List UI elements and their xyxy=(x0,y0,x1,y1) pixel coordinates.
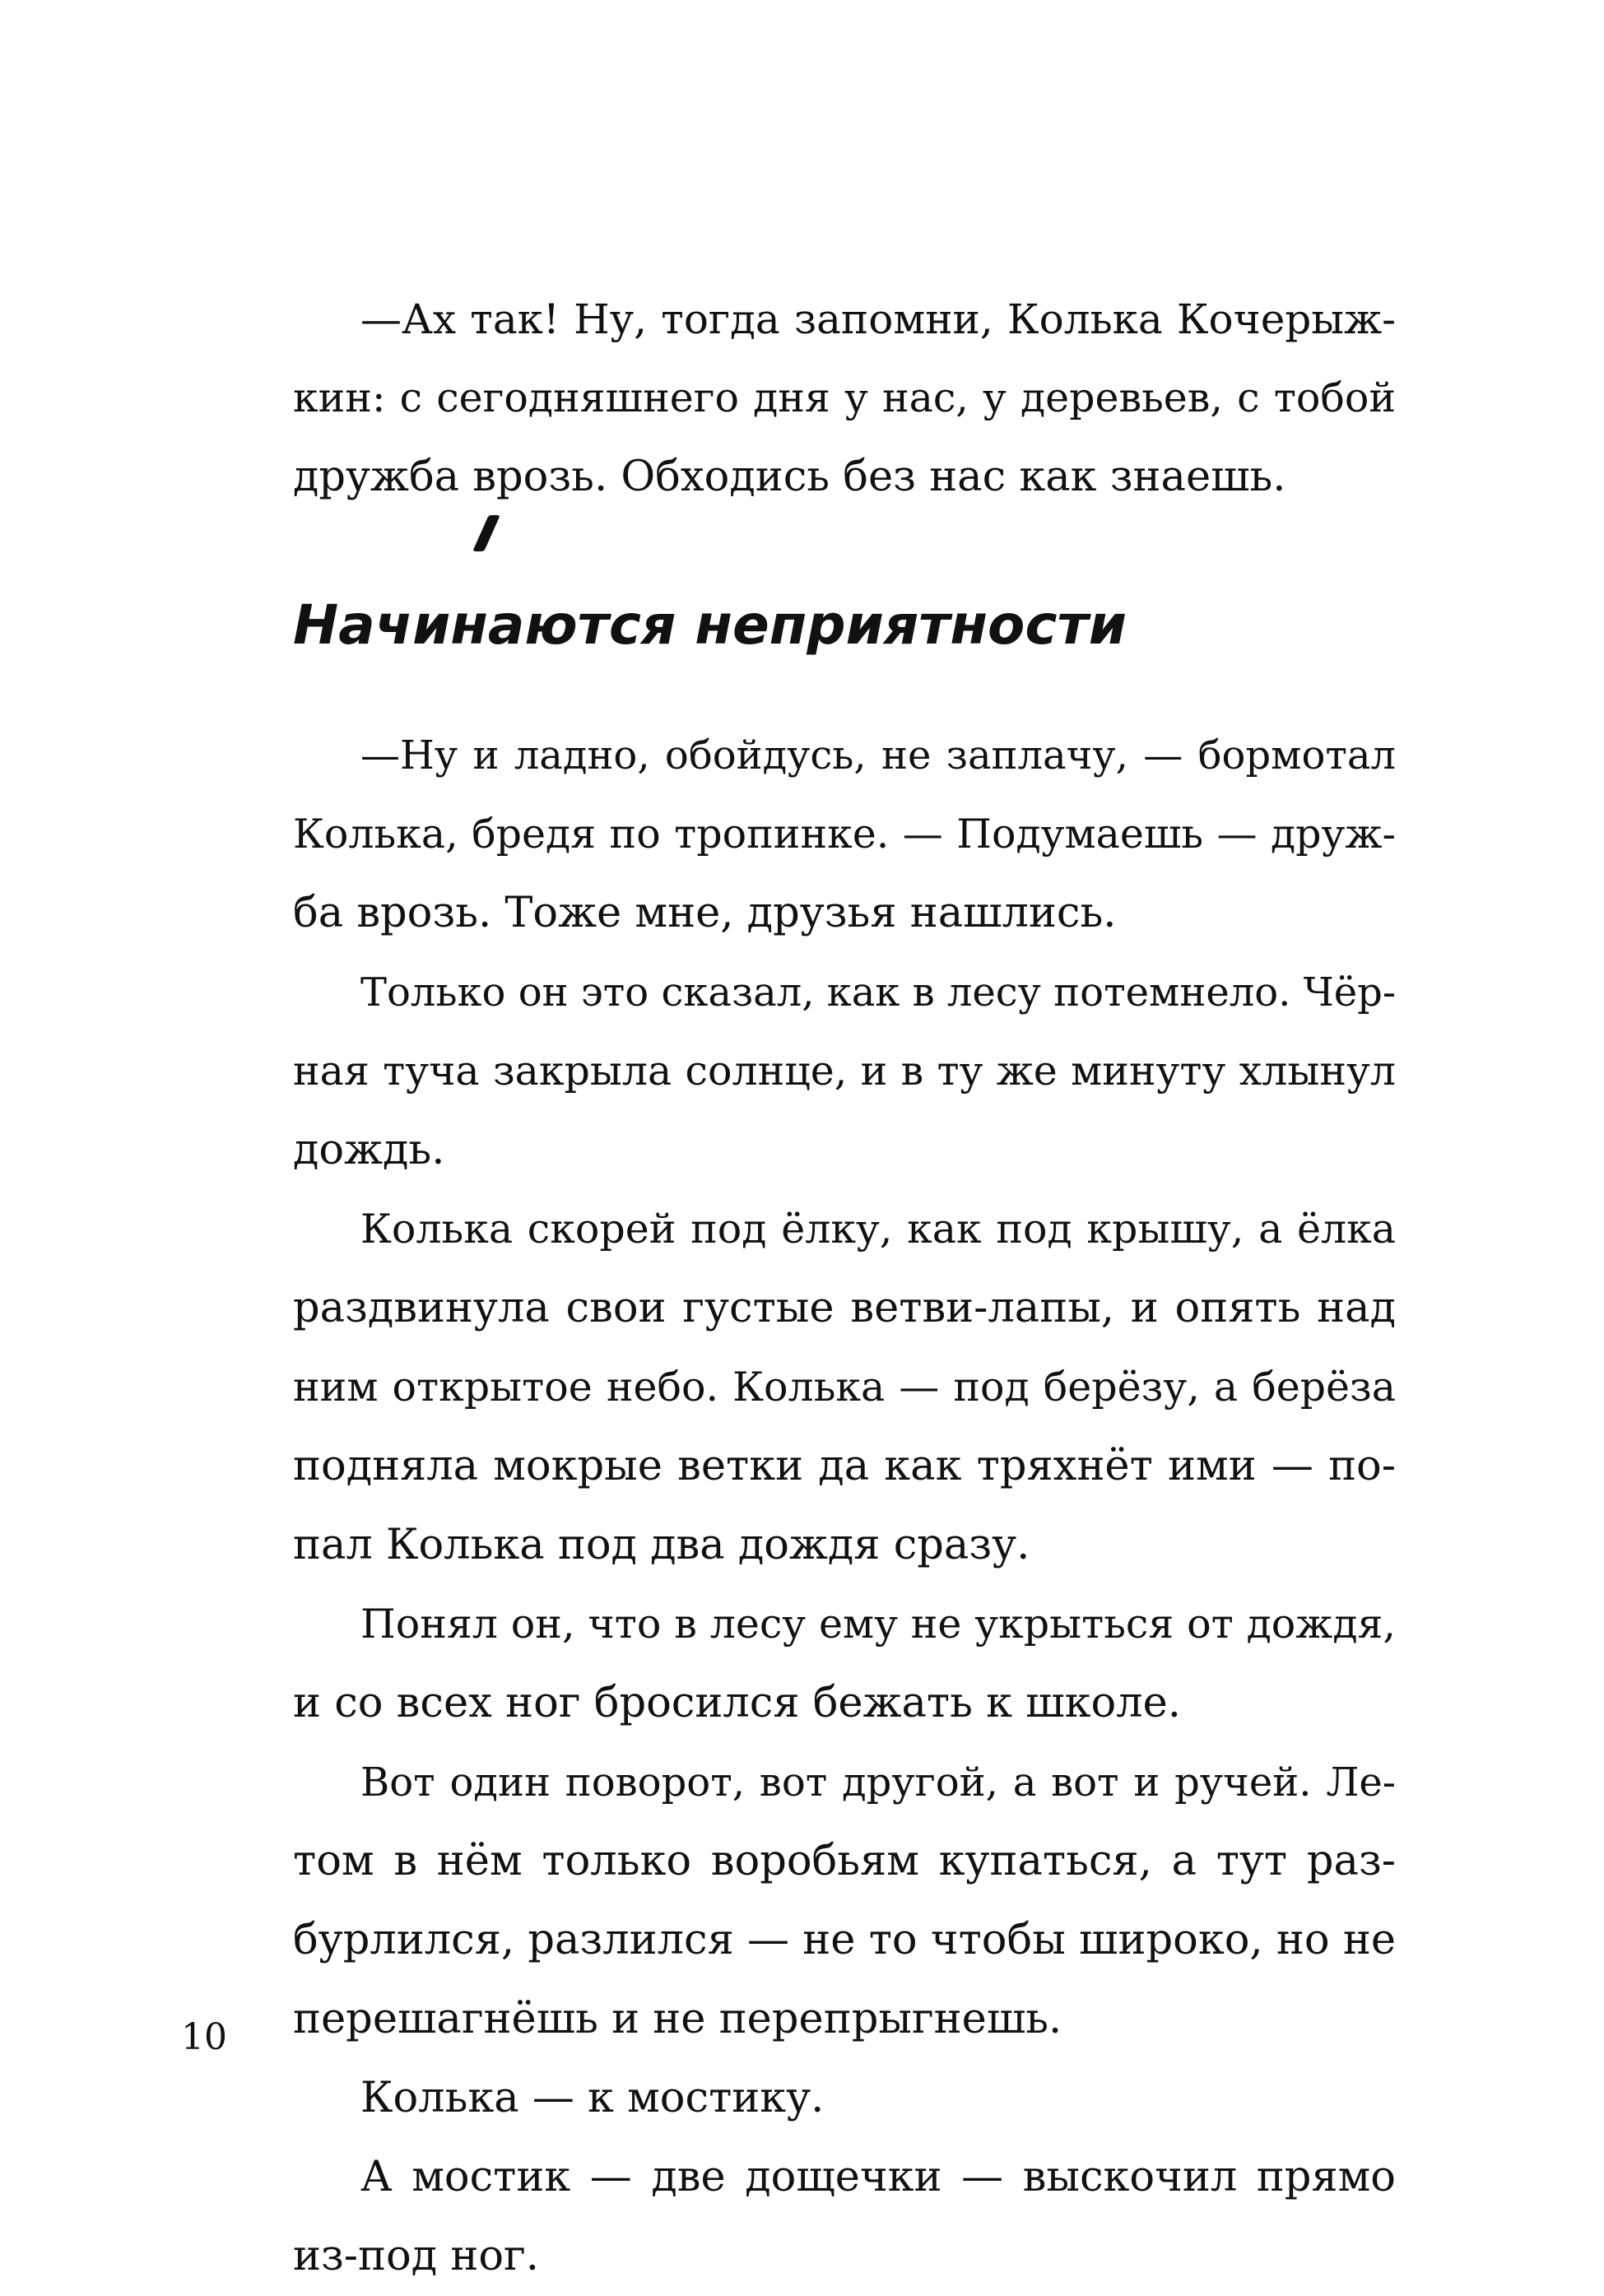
text-line: —Ах так! Ну, тогда запомни, Колька Кочерыж- xyxy=(360,295,1396,343)
text-line: Только он это сказал, как в лесу потемнело. Чёр- xyxy=(360,969,1397,1016)
text-line: Вот один поворот, вот другой, а вот и ручей. Ле- xyxy=(360,1759,1396,1806)
text-line: Колька — к мостику. xyxy=(360,2074,825,2122)
intro-paragraph xyxy=(293,280,1396,517)
chapter-body xyxy=(293,716,1396,2296)
text-line: том в нём только воробьям купаться, а тут раз- xyxy=(293,1837,1396,1885)
text-line: и со всех ног бросился бежать к школе. xyxy=(293,1679,1181,1727)
text-line: А мостик — две дощечки — выскочил прямо xyxy=(360,2153,1396,2201)
stray-ink-mark xyxy=(472,515,500,551)
text-line: подняла мокрые ветки да как тряхнёт ими — по- xyxy=(293,1442,1396,1490)
text-line: кин: с сегодняшнего дня у нас, у деревьев, с тобой xyxy=(293,374,1396,421)
text-line: пал Колька под два дождя сразу. xyxy=(293,1521,1030,1569)
text-line: ба врозь. Тоже мне, друзья нашлись. xyxy=(293,889,1117,937)
text-line: Понял он, что в лесу ему не укрыться от дождя, xyxy=(360,1601,1396,1648)
text-line: —Ну и ладно, обойдусь, не заплачу, — бормотал xyxy=(360,732,1396,779)
text-line: Колька, бредя по тропинке. — Подумаешь — друж- xyxy=(293,811,1396,858)
text-line: бурлился, разлился — не то чтобы широко, но не xyxy=(293,1916,1396,1964)
text-line: раздвинула свои густые ветви-лапы, и опять над xyxy=(293,1284,1396,1332)
text-line: дружба врозь. Обходись без нас как знаешь. xyxy=(293,453,1286,501)
chapter-title: Начинаются неприятности xyxy=(293,593,1127,657)
text-line: из-под ног. xyxy=(293,2232,539,2280)
text-line: ная туча закрыла солнце, и в ту же минуту хлынул xyxy=(293,1048,1396,1095)
page-number: 10 xyxy=(181,2016,227,2058)
text-line: перешагнёшь и не перепрыгнешь. xyxy=(293,1995,1062,2043)
text-line: дождь. xyxy=(293,1126,445,1174)
text-line: ним открытое небо. Колька — под берёзу, а берёза xyxy=(293,1364,1396,1411)
text-line: Колька скорей под ёлку, как под крышу, а ёлка xyxy=(360,1206,1396,1253)
